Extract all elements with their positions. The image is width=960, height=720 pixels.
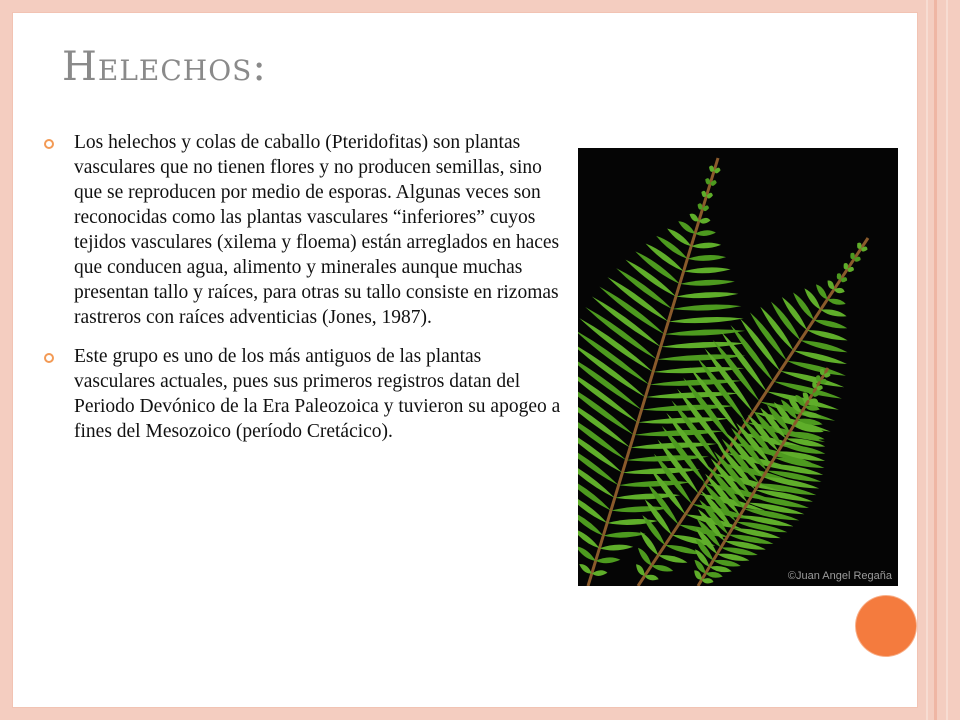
fern-pinna bbox=[713, 560, 740, 567]
photo-credit: ©Juan Angel Regaña bbox=[787, 570, 892, 582]
fern-pinna bbox=[690, 214, 699, 222]
fern-pinna bbox=[828, 280, 835, 289]
fern-pinna bbox=[706, 572, 723, 578]
fern-pinna bbox=[652, 565, 674, 571]
fern-illustration bbox=[578, 148, 898, 586]
fern-pinna bbox=[678, 221, 695, 233]
slide-content bbox=[44, 130, 564, 458]
fern-pinna bbox=[691, 243, 721, 249]
fern-pinna bbox=[709, 166, 714, 172]
fern-pinna bbox=[857, 243, 861, 249]
fern-pinna bbox=[578, 427, 622, 473]
bullet-text: Este grupo es uno de los más antiguos de las plantas vasculares actuales, pues sus primeros registros datan del Periodo Devónico de la Era Paleozoica y tuvieron su apogeo a fines del Mesozoico (período Cretácico). bbox=[74, 346, 561, 442]
fern-pinna bbox=[837, 273, 841, 279]
fern-pinna bbox=[578, 511, 603, 536]
fern-pinna bbox=[658, 555, 687, 563]
fern-pinna bbox=[694, 570, 702, 579]
fern-pinna bbox=[771, 302, 800, 341]
fern-pinna bbox=[622, 468, 700, 474]
fern-pinna bbox=[821, 309, 847, 316]
fern-pinna bbox=[800, 340, 847, 352]
fern-pinna bbox=[647, 484, 678, 525]
fern-pinna bbox=[579, 564, 592, 573]
fern-pinna bbox=[676, 292, 738, 298]
slide-frame-bottom bbox=[0, 708, 960, 720]
fern-pinna bbox=[638, 548, 652, 566]
fern-pinna bbox=[636, 564, 645, 575]
fern-pinna bbox=[684, 267, 731, 273]
fern-pinna bbox=[664, 329, 745, 335]
fern-pinna bbox=[657, 354, 746, 360]
fern-pinna bbox=[816, 284, 827, 299]
fern-pinna bbox=[603, 532, 645, 538]
fern-pinna bbox=[599, 545, 633, 551]
fern-pinna bbox=[578, 396, 630, 447]
fern-pinna bbox=[794, 351, 847, 364]
fern-pinna bbox=[579, 318, 653, 372]
fern-photo bbox=[578, 148, 898, 586]
fern-pinna bbox=[695, 230, 716, 236]
fern-pinna bbox=[668, 317, 743, 323]
fern-pinna bbox=[646, 243, 684, 271]
fern-pinna bbox=[705, 178, 710, 184]
fern-pinna bbox=[672, 305, 741, 311]
slide-frame-left bbox=[0, 0, 12, 720]
fern-pinna bbox=[611, 506, 669, 512]
fern-pinna bbox=[596, 557, 621, 563]
fern-pinna bbox=[687, 255, 726, 261]
fern-pinna bbox=[701, 191, 706, 197]
fern-pinna bbox=[801, 412, 821, 418]
fern-pinna bbox=[592, 570, 608, 576]
bullet-text: Los helechos y colas de caballo (Pteridofitas) son plantas vasculares que no tienen flores y no producen semillas, sino que se reproducen por medio de esporas. Algunas veces son reconocidas como las plantas vasculares “inferiores” cuyos tejidos vasculares (xilema y floema) están arreglados en haces que conducen agua, alimento y minerales aunque muchas presentan tallo y raíces, para otras su tallo consiste en rizomas rastreros con raíces adventicias (Jones, 1987). bbox=[74, 132, 560, 328]
slide-title: Helechos: bbox=[62, 44, 267, 90]
bullet-circle-icon bbox=[44, 353, 54, 363]
fern-pinna bbox=[820, 369, 824, 375]
fern-pinna bbox=[827, 299, 845, 305]
fern-pinna bbox=[698, 203, 703, 209]
fern-pinna bbox=[578, 411, 626, 460]
bullet-item bbox=[44, 344, 564, 444]
fern-pinna bbox=[807, 330, 847, 340]
fern-pinna bbox=[850, 253, 854, 259]
decorative-orange-circle bbox=[856, 596, 916, 656]
bullet-circle-icon bbox=[44, 139, 54, 149]
fern-pinna bbox=[680, 280, 735, 286]
fern-pinna bbox=[665, 545, 701, 554]
fern-pinna bbox=[808, 388, 812, 394]
fern-pinna bbox=[709, 566, 731, 572]
fern-pinna bbox=[816, 375, 820, 381]
fern-pinna bbox=[645, 575, 659, 581]
fern-pinna bbox=[645, 499, 672, 535]
bullet-item bbox=[44, 130, 564, 330]
slide-frame-right bbox=[918, 0, 960, 720]
fern-pinna bbox=[812, 382, 816, 388]
fern-pinna bbox=[814, 320, 847, 329]
slide-frame-top bbox=[0, 0, 960, 12]
fern-pinna bbox=[844, 263, 848, 269]
fern-pinna bbox=[578, 546, 596, 561]
fern-pinna bbox=[834, 288, 845, 293]
fern-pinna bbox=[635, 251, 679, 284]
